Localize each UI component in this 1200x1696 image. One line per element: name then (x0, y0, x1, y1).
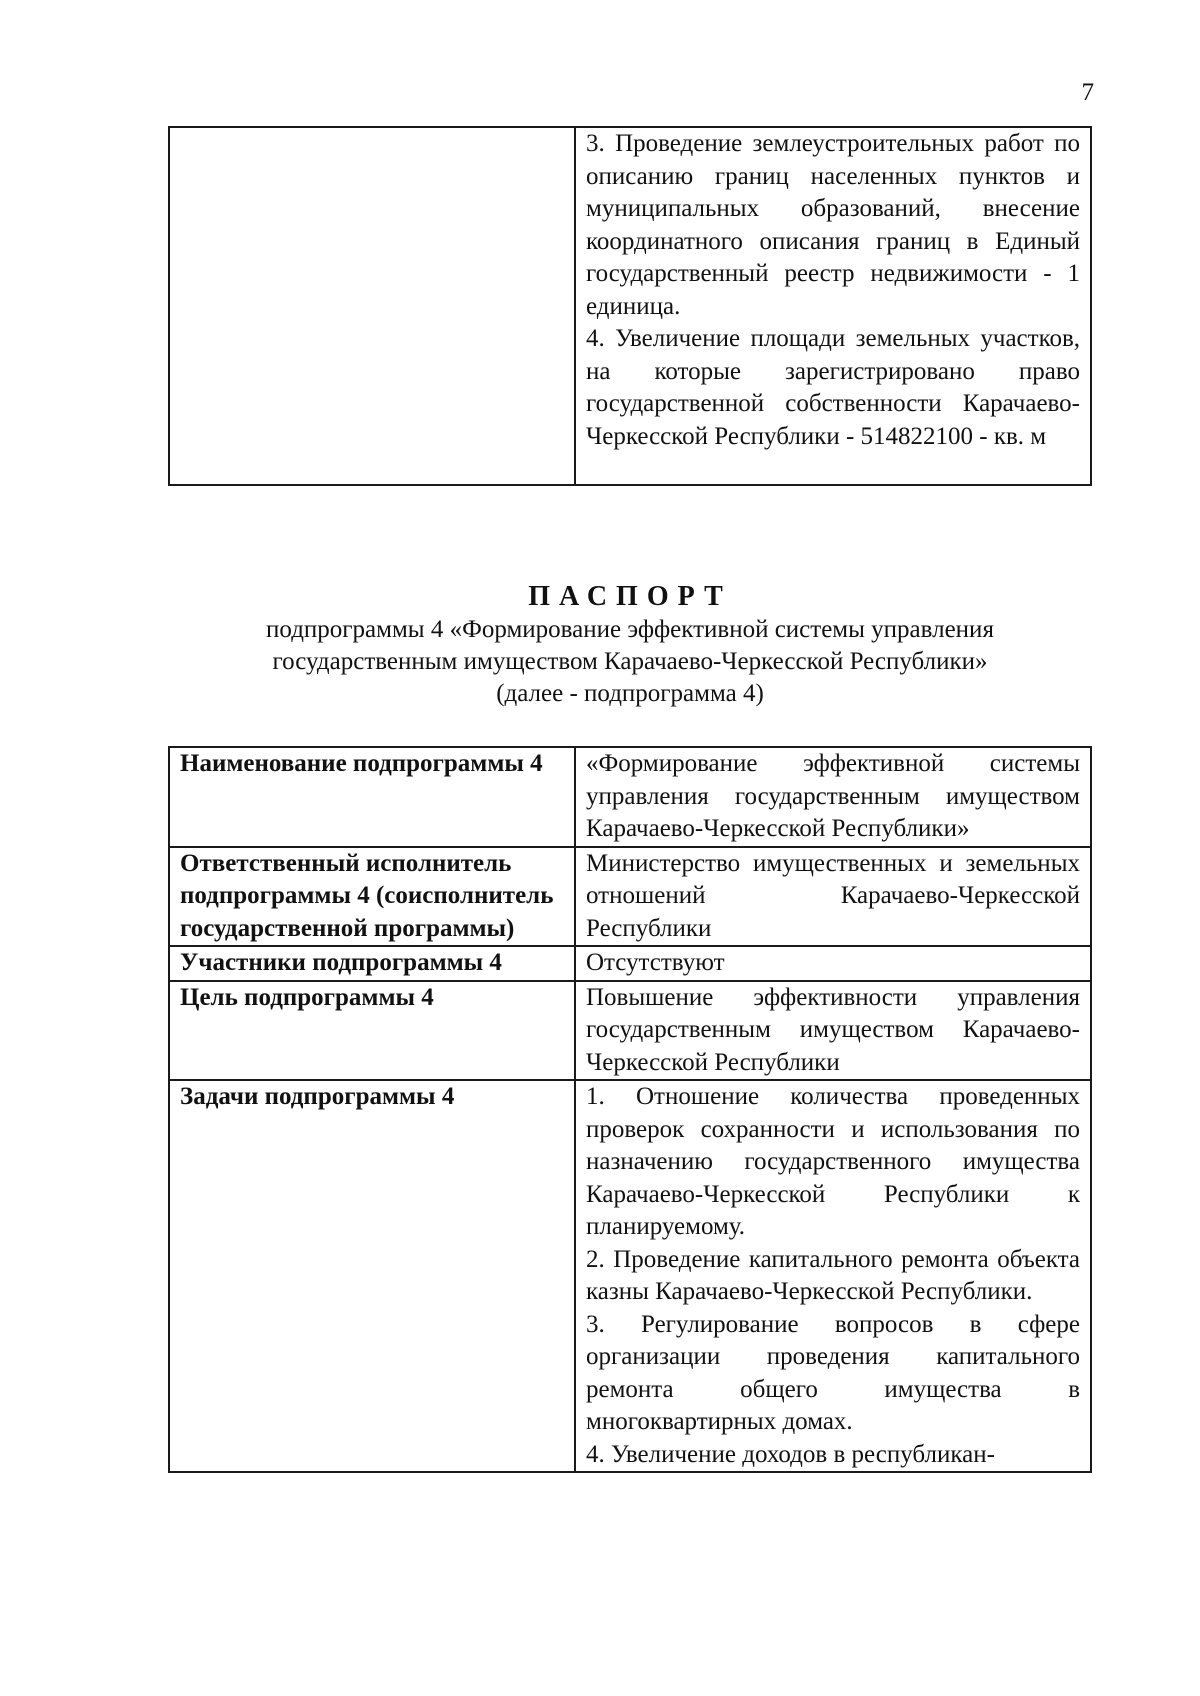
row-value: Отсутствуют (575, 946, 1091, 981)
passport-subtitle-line: подпрограммы 4 «Формирование эффективной системы управления (266, 616, 994, 643)
table-row (169, 747, 1091, 847)
empty-cell (169, 127, 575, 485)
passport-table (168, 746, 1092, 1473)
table-row (169, 981, 1091, 1081)
list-item: 4. Увеличение доходов в республикан- (586, 1440, 995, 1468)
row-label: Ответственный исполнитель подпрограммы 4 (соисполнитель государственной программы) (169, 847, 575, 947)
row-label: Задачи подпрограммы 4 (169, 1080, 575, 1472)
row-value (575, 1080, 1091, 1472)
row-value: «Формирование эффективной системы управления государственным имуществом Карачаево-Черкесской Республики» (575, 747, 1091, 847)
passport-subtitle-line: государственным имуществом Карачаево-Черкесской Республики» (272, 648, 988, 675)
row-label: Цель подпрограммы 4 (169, 981, 575, 1081)
table-row (169, 847, 1091, 947)
table-row (169, 127, 1091, 485)
passport-heading (168, 580, 1092, 710)
list-item: 1. Отношение количества проведенных проверок сохранности и использования по назначению государственного имущества Карачаево-Черкесской Республики к планируемому. (586, 1083, 1080, 1240)
page-number: 7 (1081, 79, 1094, 106)
list-item: 3. Проведение землеустроительных работ по описанию границ населенных пунктов и муниципальных образований, внесение координатного описания границ в Единый государственный реестр недвижимости - 1 единица. (586, 130, 1080, 320)
table-row (169, 1080, 1091, 1472)
passport-title: ПАСПОРТ (528, 581, 732, 612)
row-label: Участники подпрограммы 4 (169, 946, 575, 981)
passport-subtitle-line: (далее - подпрограмма 4) (496, 680, 764, 707)
row-value: Министерство имущественных и земельных отношений Карачаево-Черкесской Республики (575, 847, 1091, 947)
row-label: Наименование подпрограммы 4 (169, 747, 575, 847)
indicators-cell (575, 127, 1091, 485)
continuation-table (168, 126, 1092, 486)
list-item: 2. Проведение капитального ремонта объекта казны Карачаево-Черкесской Республики. (586, 1245, 1080, 1305)
list-item: 4. Увеличение площади земельных участков, на которые зарегистрировано право государственной собственности Карачаево-Черкесской Республики - 514822100 - кв. м (586, 325, 1080, 450)
table-row (169, 946, 1091, 981)
row-value: Повышение эффективности управления государственным имуществом Карачаево-Черкесской Республики (575, 981, 1091, 1081)
list-item: 3. Регулирование вопросов в сфере организации проведения капитального ремонта общего имущества в многоквартирных домах. (586, 1310, 1080, 1435)
